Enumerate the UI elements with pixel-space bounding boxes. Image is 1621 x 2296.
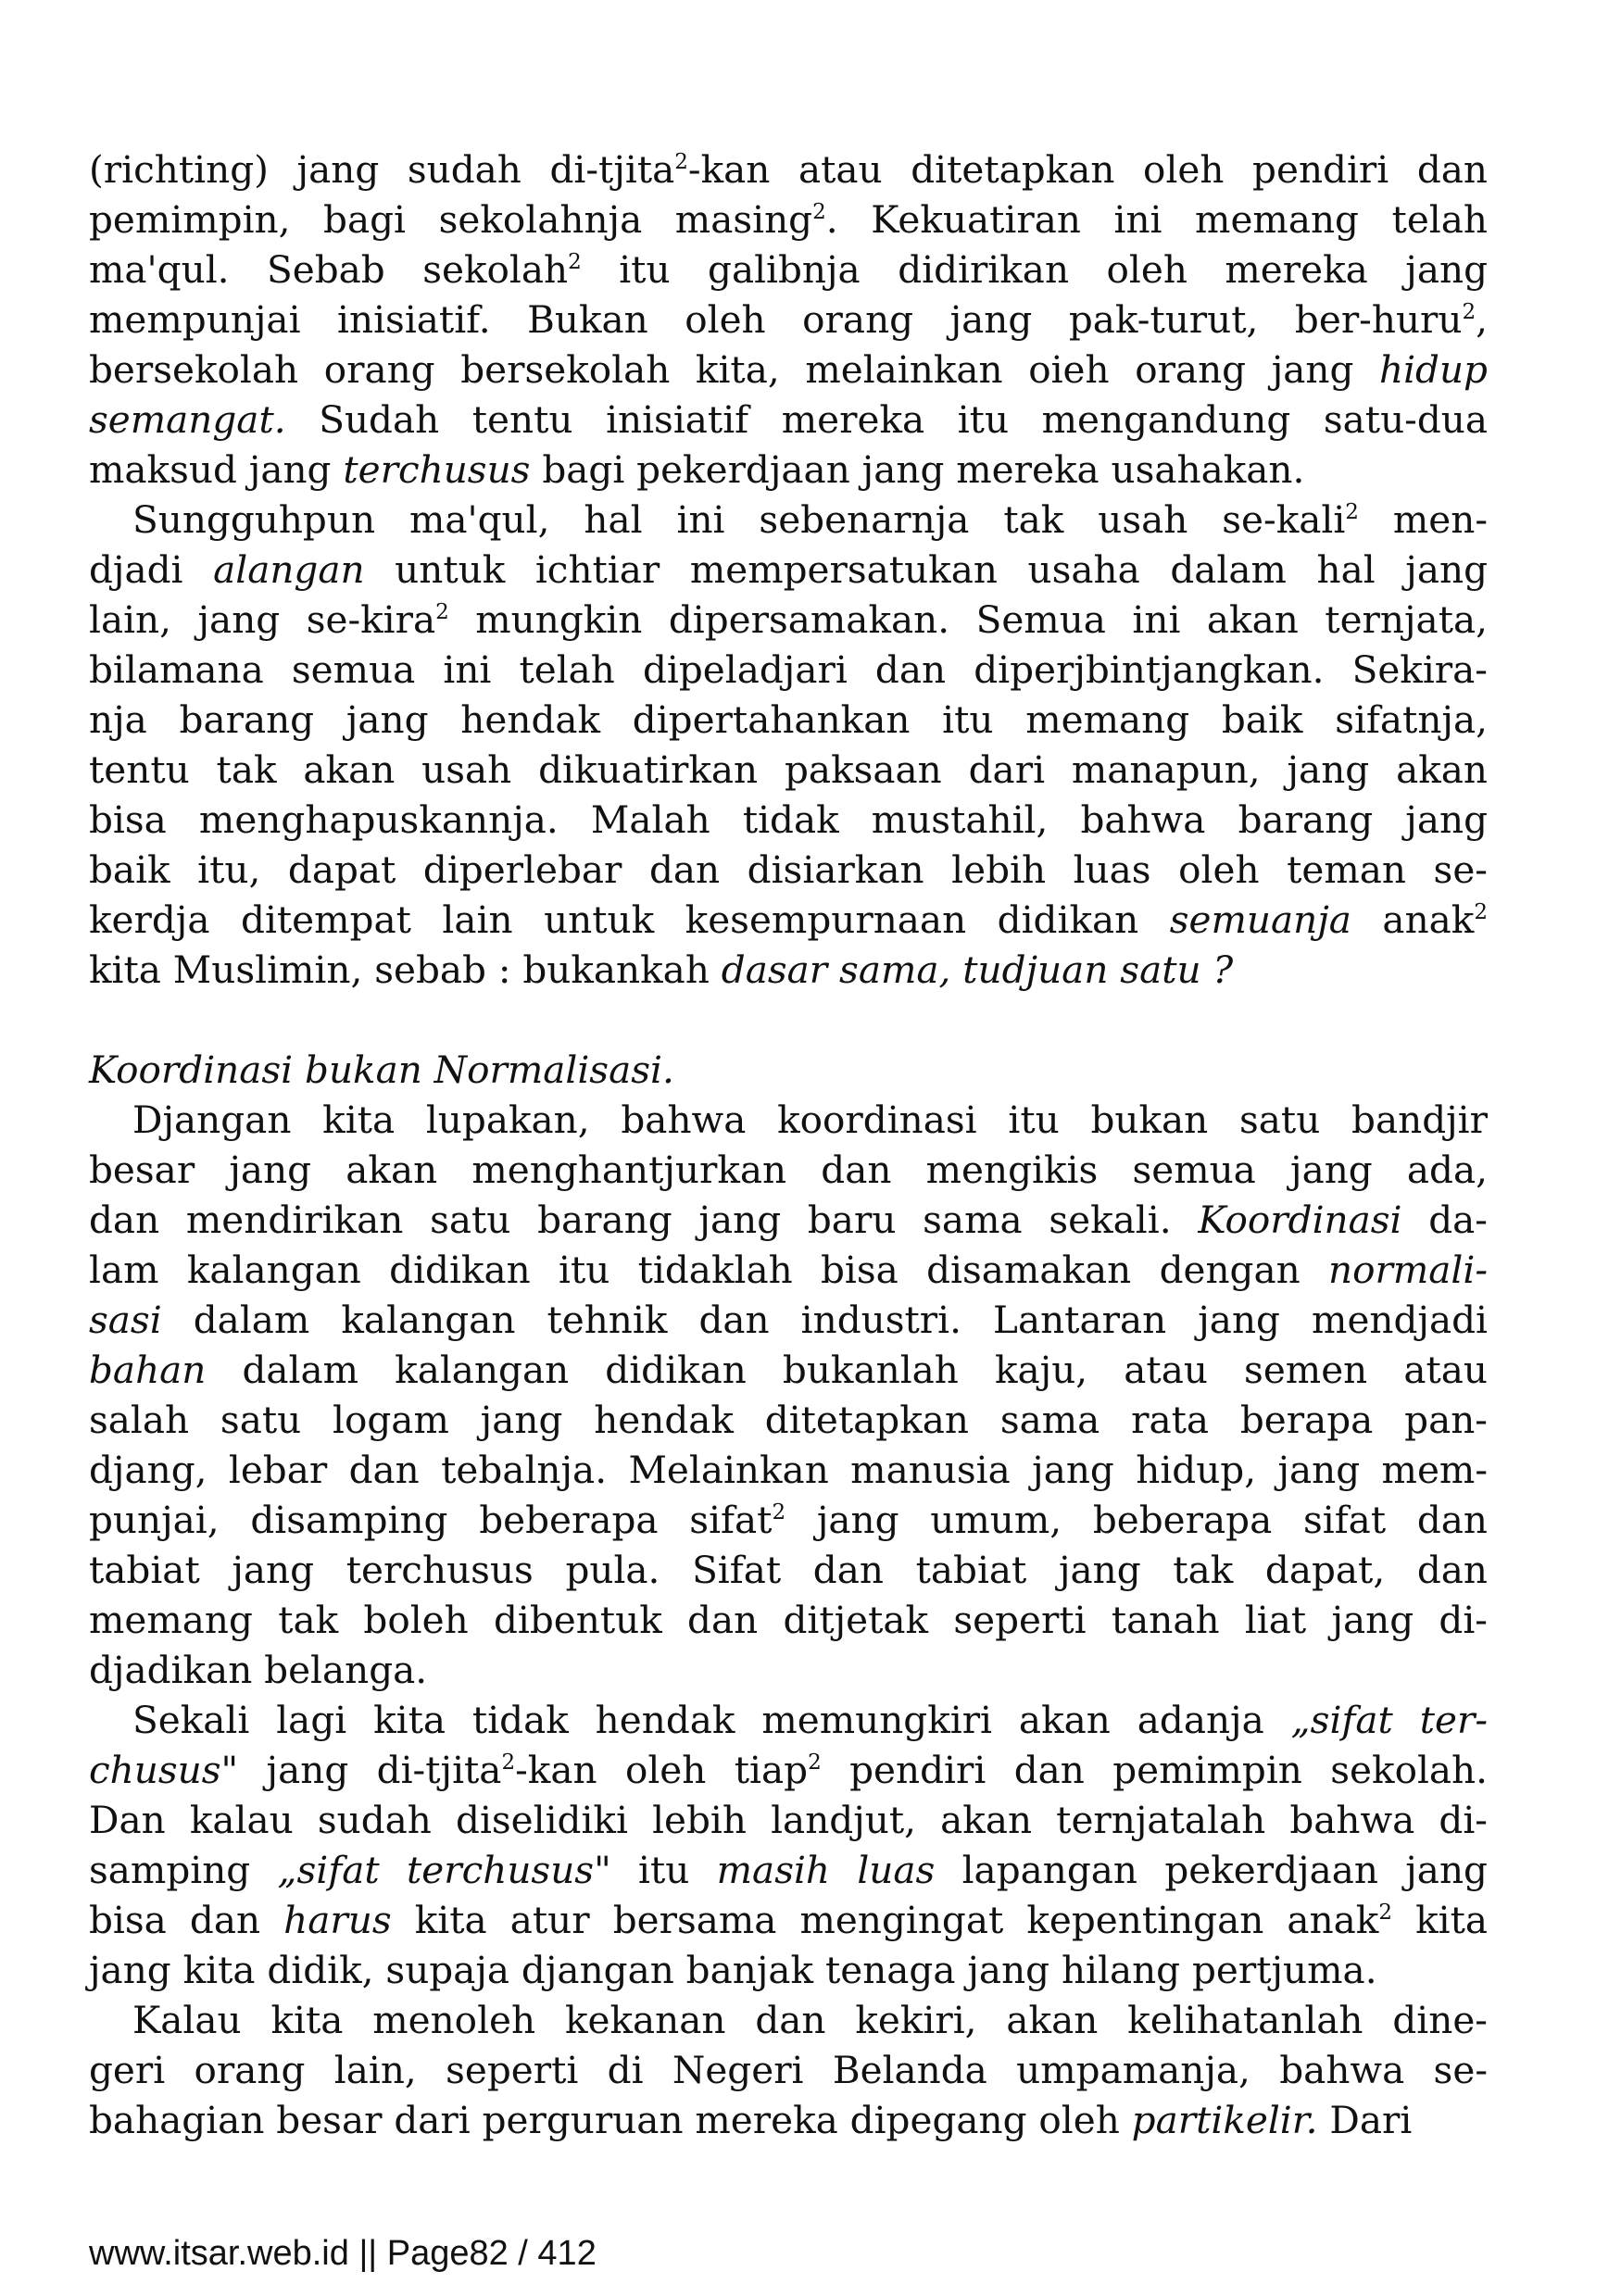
text-run: bahagian besar dari perguruan mereka dipegang oleh — [89, 2098, 1132, 2142]
text-run: da- — [1401, 1198, 1488, 1242]
text-run: geri orang lain, seperti di Negeri Belanda umpamanja, bahwa se- — [89, 2048, 1488, 2092]
text-run: -kan atau ditetapkan oleh pendiri dan — [687, 147, 1488, 192]
text-line — [89, 545, 1488, 595]
italic-text: sasi — [89, 1298, 162, 1342]
text-run: mempunjai inisiatif. Bukan oleh orang jang pak-turut, ber-huru — [89, 297, 1463, 342]
text-run: bilamana semua ini telah dipeladjari dan diperjbintjangkan. Sekira- — [89, 647, 1488, 692]
paragraph-sekali — [89, 1695, 1488, 1995]
superscript-reduplication: 2 — [812, 200, 826, 224]
text-line — [89, 1045, 1488, 1095]
paragraph-continuation — [89, 144, 1488, 495]
italic-text: Koordinasi bukan Normalisasi. — [89, 1048, 674, 1092]
text-line — [89, 1895, 1488, 1945]
text-line — [89, 2095, 1488, 2145]
text-run: punjai, disamping beberapa sifat — [89, 1498, 773, 1542]
text-run: dan mendirikan satu barang jang baru sama sekali. — [89, 1198, 1199, 1242]
italic-text: terchusus — [343, 447, 531, 492]
text-line — [89, 245, 1488, 295]
text-run: men- — [1358, 497, 1488, 542]
text-line — [89, 1495, 1488, 1545]
paragraph-kalau — [89, 1995, 1488, 2145]
text-line — [89, 345, 1488, 395]
text-line — [89, 1195, 1488, 1245]
text-line — [89, 595, 1488, 645]
text-line — [89, 1395, 1488, 1445]
text-line — [89, 1245, 1488, 1295]
body-text — [89, 144, 1488, 2145]
text-line — [89, 1695, 1488, 1745]
text-line — [89, 1745, 1488, 1795]
text-run: djang, lebar dan tebalnja. Melainkan manusia jang hidup, jang mem- — [89, 1448, 1488, 1492]
text-run: salah satu logam jang hendak ditetapkan sama rata berapa pan- — [89, 1398, 1488, 1442]
text-line — [89, 845, 1488, 895]
text-run: " jang di-tjita — [220, 1748, 502, 1792]
text-run: jang umum, beberapa sifat dan — [785, 1498, 1488, 1542]
text-run: lam kalangan didikan itu tidaklah bisa disamakan dengan — [89, 1248, 1329, 1292]
text-line — [89, 194, 1488, 245]
text-line — [89, 1445, 1488, 1495]
text-run: , — [1476, 297, 1488, 342]
text-line — [89, 445, 1488, 495]
text-run: jang kita didik, supaja djangan banjak tenaga jang hilang pertjuma. — [89, 1948, 1377, 1992]
text-run: Sudah tentu inisiatif mereka itu mengandung satu-dua — [285, 397, 1488, 442]
text-line — [89, 1645, 1488, 1695]
superscript-reduplication: 2 — [435, 600, 449, 624]
text-line — [89, 144, 1488, 194]
text-run: Dari — [1317, 2098, 1413, 2142]
italic-text: normali- — [1328, 1248, 1488, 1292]
text-line — [89, 1845, 1488, 1895]
text-run: Dan kalau sudah diselidiki lebih landjut, akan ternjatalah bahwa di- — [89, 1798, 1488, 1842]
text-run: mungkin dipersamakan. Semua ini akan ternjata, — [448, 597, 1488, 642]
paragraph-djangan — [89, 1095, 1488, 1695]
italic-text: dasar sama, tudjuan satu ? — [721, 947, 1234, 992]
text-run: dalam kalangan tehnik dan industri. Lantaran jang mendjadi — [161, 1298, 1488, 1342]
text-line — [89, 495, 1488, 545]
superscript-reduplication: 2 — [808, 1750, 822, 1775]
text-line — [89, 1145, 1488, 1195]
text-run: anak — [1351, 897, 1475, 942]
text-run: Sungguhpun ma'qul, hal ini sebenarnja tak usah se-kali — [132, 497, 1346, 542]
text-run: untuk ichtiar mempersatukan usaha dalam hal jang — [364, 547, 1488, 592]
text-line — [89, 1345, 1488, 1395]
text-run: -kan oleh tiap — [515, 1748, 809, 1792]
text-line — [89, 1095, 1488, 1145]
text-run: baik itu, dapat diperlebar dan disiarkan lebih luas oleh teman se- — [89, 847, 1488, 892]
text-run: besar jang akan menghantjurkan dan mengikis semua jang ada, — [89, 1148, 1488, 1192]
text-line — [89, 1995, 1488, 2045]
italic-text: hidup — [1379, 347, 1488, 392]
text-run: Kalau kita menoleh kekanan dan kekiri, akan kelihatanlah dine- — [132, 1998, 1488, 2042]
text-run: tabiat jang terchusus pula. Sifat dan tabiat jang tak dapat, dan — [89, 1548, 1488, 1592]
text-run: samping — [89, 1848, 278, 1892]
superscript-reduplication: 2 — [568, 250, 582, 274]
italic-text: harus — [283, 1898, 392, 1942]
text-run: dalam kalangan didikan bukanlah kaju, atau semen atau — [206, 1348, 1488, 1392]
text-run: bagi pekerdjaan jang mereka usahakan. — [530, 447, 1305, 492]
text-run: kita atur bersama mengingat kepentingan anak — [391, 1898, 1379, 1942]
text-run: nja barang jang hendak dipertahankan itu memang baik sifatnja, — [89, 697, 1488, 742]
text-run: Sekali lagi kita tidak hendak memungkiri akan adanja — [132, 1698, 1291, 1742]
page-footer: www.itsar.web.id || Page82 / 412 — [89, 2234, 597, 2273]
paragraph-sungguhpun — [89, 495, 1488, 995]
text-run: tentu tak akan usah dikuatirkan paksaan dari manapun, jang akan — [89, 747, 1488, 792]
text-line — [89, 895, 1488, 945]
superscript-reduplication: 2 — [1462, 300, 1476, 324]
superscript-reduplication: 2 — [772, 1500, 786, 1524]
text-line — [89, 1295, 1488, 1345]
superscript-reduplication: 2 — [1378, 1901, 1392, 1925]
text-line — [89, 745, 1488, 795]
text-run: lain, jang se-kira — [89, 597, 436, 642]
text-line — [89, 645, 1488, 695]
italic-text: semuanja — [1169, 897, 1351, 942]
text-run: pendiri dan pemimpin sekolah. — [821, 1748, 1489, 1792]
text-line — [89, 2045, 1488, 2095]
text-run: lapangan pekerdjaan jang — [935, 1848, 1488, 1892]
text-line — [89, 695, 1488, 745]
text-run: maksud jang — [89, 447, 344, 492]
text-run: memang tak boleh dibentuk dan ditjetak seperti tanah liat jang di- — [89, 1598, 1488, 1642]
italic-text: masih luas — [716, 1848, 936, 1892]
text-run: itu galibnja didirikan oleh mereka jang — [581, 247, 1488, 292]
italic-text: alangan — [213, 547, 365, 592]
italic-text: „sifat ter- — [1290, 1698, 1488, 1742]
text-line — [89, 1545, 1488, 1595]
text-run: ma'qul. Sebab sekolah — [89, 247, 569, 292]
text-line — [89, 1795, 1488, 1845]
superscript-reduplication: 2 — [1345, 500, 1359, 524]
text-run: bisa dan — [89, 1898, 284, 1942]
superscript-reduplication: 2 — [674, 150, 688, 174]
italic-text: semangat. — [89, 397, 286, 442]
text-line — [89, 395, 1488, 445]
text-run: pemimpin, bagi sekolahnja masing — [89, 197, 813, 242]
italic-text: Koordinasi — [1198, 1198, 1402, 1242]
paragraph-spacer — [89, 995, 1488, 1045]
text-run: kita — [1391, 1898, 1488, 1942]
text-line — [89, 1595, 1488, 1645]
superscript-reduplication: 2 — [1474, 900, 1488, 924]
text-run: kerdja ditempat lain untuk kesempurnaan didikan — [89, 897, 1170, 942]
superscript-reduplication: 2 — [501, 1750, 516, 1775]
section-heading — [89, 1045, 1488, 1095]
text-run: kita Muslimin, sebab : bukankah — [89, 947, 722, 992]
text-line — [89, 945, 1488, 995]
text-line — [89, 795, 1488, 845]
italic-text: „sifat terchusus — [277, 1848, 595, 1892]
text-run: djadi — [89, 547, 214, 592]
text-run: (richting) jang sudah di-tjita — [89, 147, 675, 192]
text-run: bisa menghapuskannja. Malah tidak mustahil, bahwa barang jang — [89, 797, 1488, 842]
text-run: bersekolah orang bersekolah kita, melainkan oieh orang jang — [89, 347, 1380, 392]
italic-text: bahan — [89, 1348, 207, 1392]
italic-text: chusus — [89, 1748, 221, 1792]
text-line — [89, 295, 1488, 345]
text-run: . Kekuatiran ini memang telah — [825, 197, 1488, 242]
text-run: Djangan kita lupakan, bahwa koordinasi itu bukan satu bandjir — [132, 1098, 1488, 1142]
text-run: djadikan belanga. — [89, 1648, 428, 1692]
text-run: " itu — [594, 1848, 717, 1892]
italic-text: partikelir. — [1131, 2098, 1318, 2142]
text-line — [89, 1945, 1488, 1995]
